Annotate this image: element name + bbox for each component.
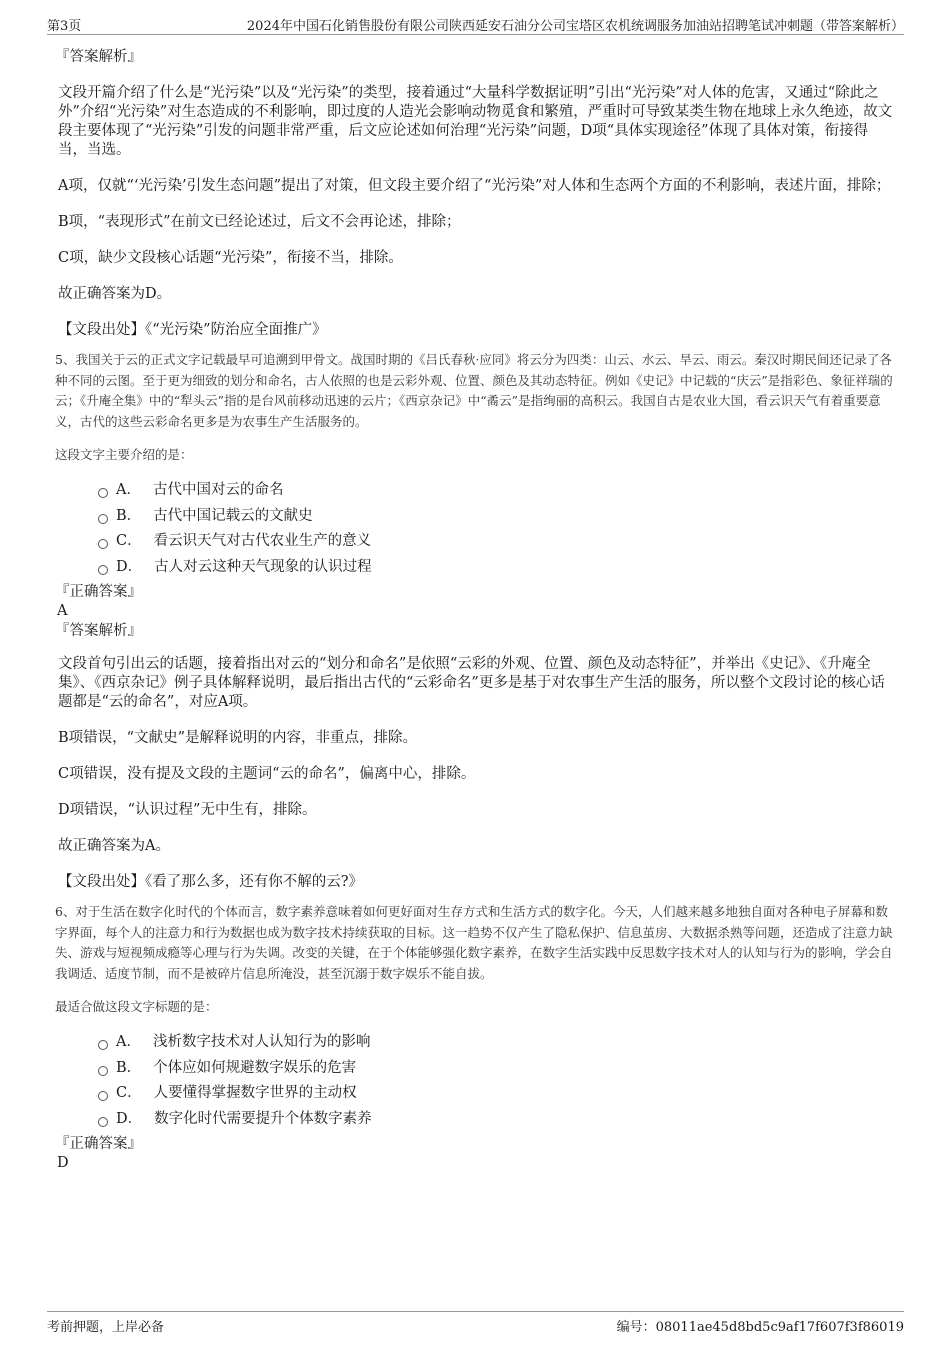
options-list: [55, 1030, 895, 1132]
question-5: [55, 350, 895, 892]
question-4-analysis: [55, 47, 895, 340]
correct-answer-label: 『正确答案』: [55, 1136, 142, 1152]
question-text: 6、对于生活在数字化时代的个体而言，数字素养意味着如何更好面对生存方式和生活方式的数字化。今天，人们越来越多地独自面对各种电子屏幕和数字界面，每个人的注意力和行为数据也成为数字技术持续获取的目标。这一趋势不仅产生了隐私保护、信息茧房、大数据杀熟等问题，还造成了注意力缺失、游戏与短视频成瘾等心理与行为失调。改变的关键，在于个体能够强化数字素养，在数字生活实践中反思数字技术对人的认知与行为的影响，学会自我调适、适度节制，而不是被碎片信息所淹没，甚至沉溺于数字娱乐不能自拔。: [55, 904, 893, 981]
source-citation: 【文段出处】《“光污染”防治应全面推广》: [58, 322, 327, 338]
option-d[interactable]: D． 古人对云这种天气现象的认识过程: [98, 555, 895, 581]
analysis-paragraph: 故正确答案为D。: [58, 286, 172, 302]
footer-note: 考前押题，上岸必备: [47, 1320, 165, 1335]
analysis-paragraph: 文段首句引出云的话题，接着指出对云的“划分和命名”是依照“云彩的外观、位置、颜色及动态特征”，并举出《史记》、《升庵全集》、《西京杂记》例子具体解释说明，最后指出古代的“云彩命名”更多是基于对农事生产生活的服务，所以整个文段讨论的核心话题都是“云的命名”，对应A项。: [58, 656, 885, 710]
option-b[interactable]: B． 个体应如何规避数字娱乐的危害: [98, 1056, 895, 1082]
analysis-paragraph: 故正确答案为A。: [58, 838, 170, 854]
page-footer: [47, 1311, 904, 1336]
option-a[interactable]: A． 古代中国对云的命名: [98, 478, 895, 504]
radio-button[interactable]: [98, 488, 108, 498]
question-prompt: 这段文字主要介绍的是：: [55, 447, 193, 462]
analysis-label: 『答案解析』: [55, 49, 142, 65]
page-number: 第3页: [47, 19, 82, 34]
correct-answer: A: [57, 603, 68, 619]
radio-button[interactable]: [98, 514, 108, 524]
correct-answer-label: 『正确答案』: [55, 584, 142, 600]
radio-button[interactable]: [98, 539, 108, 549]
radio-button[interactable]: [98, 1066, 108, 1076]
option-c[interactable]: C． 看云识天气对古代农业生产的意义: [98, 529, 895, 555]
option-c[interactable]: C． 人要懂得掌握数字世界的主动权: [98, 1081, 895, 1107]
source-citation: 【文段出处】《看了那么多，还有你不解的云?》: [58, 874, 364, 890]
page-header: [47, 12, 904, 35]
document-code: 编号：08011ae45d8bd5c9af17f607f3f86019: [616, 1320, 904, 1335]
options-list: [55, 478, 895, 580]
analysis-paragraph: C项错误，没有提及文段的主题词“云的命名”，偏离中心，排除。: [58, 766, 476, 782]
analysis-paragraph: B项错误，“文献史”是解释说明的内容，非重点，排除。: [58, 730, 417, 746]
radio-button[interactable]: [98, 1040, 108, 1050]
option-a[interactable]: A． 浅析数字技术对人认知行为的影响: [98, 1030, 895, 1056]
analysis-paragraph: A项，仅就“‘光污染’引发生态问题”提出了对策，但文段主要介绍了“光污染”对人体和生态两个方面的不利影响，表述片面，排除；: [58, 178, 891, 194]
document-title: 2024年中国石化销售股份有限公司陕西延安石油分公司宝塔区农机统调服务加油站招聘笔试冲刺题（带答案解析）: [246, 19, 904, 34]
question-prompt: 最适合做这段文字标题的是：: [55, 999, 218, 1014]
option-b[interactable]: B． 古代中国记载云的文献史: [98, 504, 895, 530]
page-content: [55, 42, 895, 1172]
analysis-label: 『答案解析』: [55, 623, 142, 639]
analysis-paragraph: D项错误，“认识过程”无中生有，排除。: [58, 802, 317, 818]
analysis-paragraph: 文段开篇介绍了什么是“光污染”以及“光污染”的类型，接着通过“大量科学数据证明”引出“光污染”对人体的危害，又通过“除此之外”介绍“光污染”对生态造成的不利影响，即过度的人造光会影响动物觅食和繁殖，严重时可导致某类生物在地球上永久绝迹，故文段主要体现了“光污染”引发的问题非常严重，后文应论述如何治理“光污染”问题，D项“具体实现途径”体现了具体对策，衔接得当，当选。: [58, 85, 893, 158]
question-text: 5、我国关于云的正式文字记载最早可追溯到甲骨文。战国时期的《吕氏春秋·应同》将云分为四类：山云、水云、旱云、雨云。秦汉时期民间还记录了各种不同的云图。至于更为细致的划分和命名，古人依照的也是云彩外观、位置、颜色及其动态特征。例如《史记》中记载的“庆云”是指彩色、象征祥瑞的云；《升庵全集》中的“犁头云”指的是台风前移动迅速的云片；《西京杂记》中“矞云”是指绚丽的高积云。我国自古是农业大国，看云识天气有着重要意义，古代的这些云彩命名更多是为农事生产生活服务的。: [55, 352, 893, 429]
radio-button[interactable]: [98, 565, 108, 575]
correct-answer: D: [57, 1155, 69, 1171]
radio-button[interactable]: [98, 1091, 108, 1101]
option-d[interactable]: D． 数字化时代需要提升个体数字素养: [98, 1107, 895, 1133]
radio-button[interactable]: [98, 1117, 108, 1127]
analysis-paragraph: B项，“表现形式”在前文已经论述过，后文不会再论述，排除；: [58, 214, 461, 230]
analysis-paragraph: C项，缺少文段核心话题“光污染”，衔接不当，排除。: [58, 250, 403, 266]
question-6: [55, 902, 895, 1172]
